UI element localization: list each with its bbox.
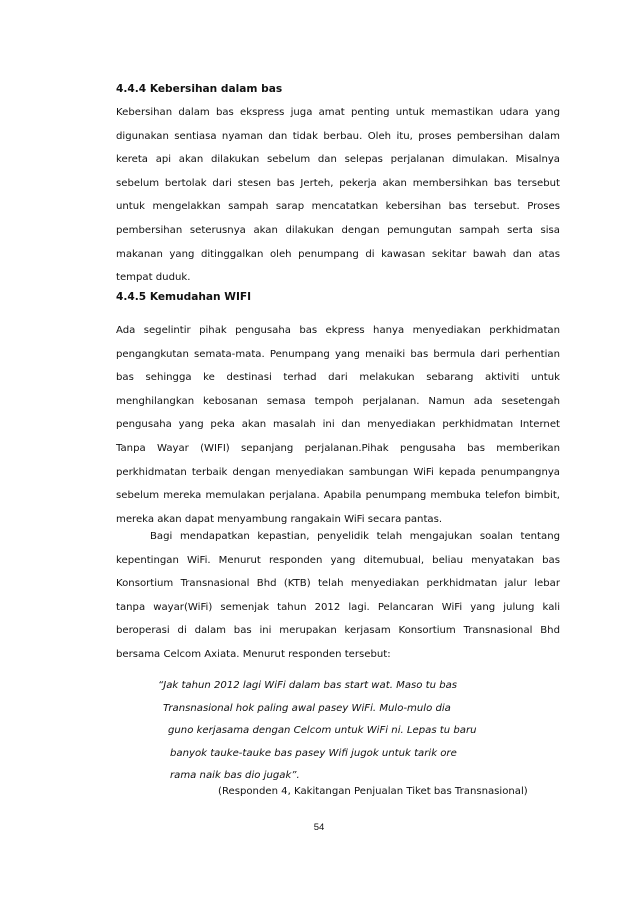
page-number: 54 xyxy=(313,822,325,833)
quote-line: Transnasional hok paling awal pasey WiFi. Mulo-mulo dia xyxy=(163,702,451,714)
text-line: tanpa wayar(WiFi) semenjak tahun 2012 lagi. Pelancaran WiFi yang julung kali xyxy=(116,601,560,613)
text-line: kepentingan WiFi. Menurut responden yang ditemubual, beliau menyatakan bas xyxy=(116,554,560,566)
text-line: Kebersihan dalam bas ekspress juga amat penting untuk memastikan udara yang xyxy=(116,107,560,118)
text-line: kereta api akan dilakukan sebelum dan selepas perjalanan dimulakan. Misalnya xyxy=(116,154,560,166)
text-line: pengusaha yang peka akan masalah ini dan menyediakan perkhidmatan Internet xyxy=(116,419,560,431)
text-line: menghilangkan kebosanan semasa tempoh perjalanan. Namun ada sesetengah xyxy=(116,395,560,407)
text-line: pengangkutan semata-mata. Penumpang yang menaiki bas bermula dari perhentian xyxy=(116,348,560,360)
paragraph-wifi-2 xyxy=(116,525,560,667)
text-line: perkhidmatan terbaik dengan menyediakan sambungan WiFi kepada penumpangnya xyxy=(116,466,560,478)
section-heading-wifi: 4.4.5 Kemudahan WIFI xyxy=(116,291,252,303)
text-line: Bagi mendapatkan kepastian, penyelidik telah mengajukan soalan tentang xyxy=(150,531,560,542)
text-line: sebelum mereka memulakan perjalana. Apabila penumpang membuka telefon bimbit, xyxy=(116,490,560,502)
interview-quote xyxy=(158,675,558,788)
text-line: sebelum bertolak dari stesen bas Jerteh, pekerja akan membersihkan bas tersebut xyxy=(116,177,560,189)
text-line: bas sehingga ke destinasi terhad dari melakukan sebarang aktiviti untuk xyxy=(116,372,560,384)
text-line: Tanpa Wayar (WIFI) sepanjang perjalanan.Pihak pengusaha bas memberikan xyxy=(116,442,560,454)
text-line: tempat duduk. xyxy=(116,272,191,284)
text-line: mereka akan dapat menyambung rangakain WiFi secara pantas. xyxy=(116,513,443,525)
text-line: Ada segelintir pihak pengusaha bas ekpress hanya menyediakan perkhidmatan xyxy=(116,325,560,336)
quote-citation: (Responden 4, Kakitangan Penjualan Tiket bas Transnasional) xyxy=(218,786,528,797)
quote-line: “Jak tahun 2012 lagi WiFi dalam bas start wat. Maso tu bas xyxy=(158,680,458,691)
text-line: untuk mengelakkan sampah sarap mencatatkan kebersihan bas tersebut. Proses xyxy=(116,201,560,213)
quote-line: banyok tauke-tauke bas pasey Wifi jugok untuk tarik ore xyxy=(170,747,457,759)
quote-line: rama naik bas dio jugak”. xyxy=(170,770,300,781)
text-line: Konsortium Transnasional Bhd (KTB) telah menyediakan perkhidmatan jalur lebar xyxy=(116,578,560,590)
text-line: bersama Celcom Axiata. Menurut responden tersebut: xyxy=(116,648,391,660)
paragraph-wifi-1 xyxy=(116,319,560,531)
text-line: digunakan sentiasa nyaman dan tidak berbau. Oleh itu, proses pembersihan dalam xyxy=(116,130,560,142)
quote-line: guno kerjasama dengan Celcom untuk WiFi ni. Lepas tu baru xyxy=(168,725,477,736)
text-line: beroperasi di dalam bas ini merupakan kerjasam Konsortium Transnasional Bhd xyxy=(116,625,560,637)
text-line: pembersihan seterusnya akan dilakukan dengan pemungutan sampah serta sisa xyxy=(116,224,560,236)
section-heading-kebersihan: 4.4.4 Kebersihan dalam bas xyxy=(116,83,283,95)
text-line: makanan yang ditinggalkan oleh penumpang di kawasan sekitar bawah dan atas xyxy=(116,248,560,260)
paragraph-kebersihan xyxy=(116,101,560,290)
